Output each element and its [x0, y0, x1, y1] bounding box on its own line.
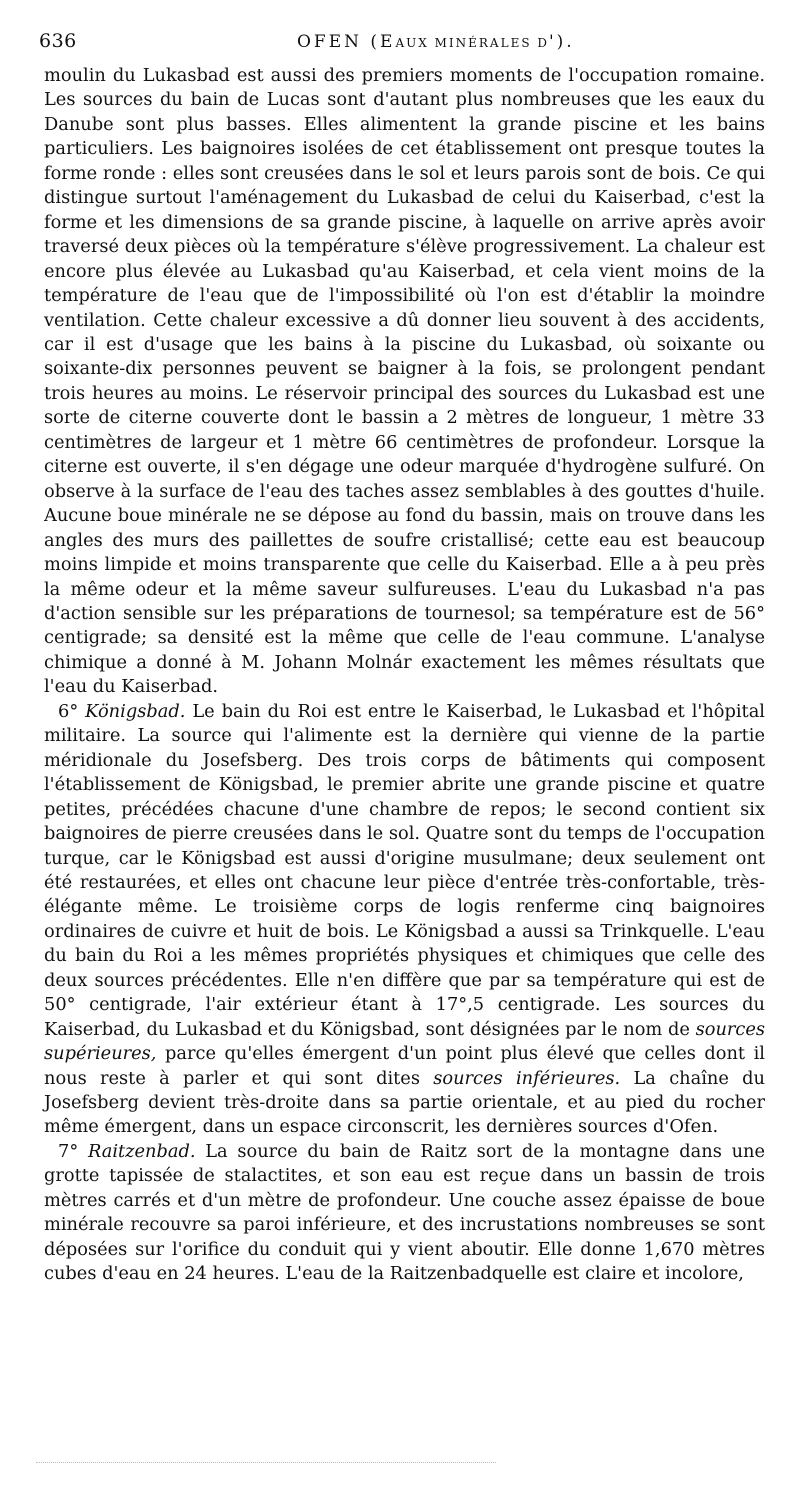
page-bottom-rule — [36, 1462, 496, 1463]
section-number: 7° — [58, 1140, 79, 1162]
paragraph-text: parce qu'elles émergent d'un point plus élevé que celles dont il nous reste à parler et qui sont dites — [44, 1043, 765, 1089]
paragraph-lukasbad: moulin du Lukasbad est aussi des premiers moments de l'occupation romaine. Les sources du bain de Lucas sont d'autant plus nombreuses que les eaux du Danube sont plus basses. Elles alimentent la grande piscine et les bains particuliers. Les baignoires isolées de cet établissement ont presque toutes la forme ronde : elles sont creusées dans le sol et leurs parois sont de bois. Ce qui distingue surtout l'aménagement du Lukasbad de celui du Kaiserbad, c'est la forme et les dimensions de sa grande piscine, à laquelle on arrive après avoir traversé deux pièces où la température s'élève progressivement. La chaleur est encore plus élevée au Lukasbad qu'au Kaiserbad, et cela vient moins de la température de l'eau que de l'impossibilité où l'on est d'établir la moindre ventilation. Cette chaleur excessive a dû donner lieu souvent à des accidents, car il est d'usage que les bains à la piscine du Lukasbad, où soixante ou soixante-dix personnes peuvent se baigner à la fois, se prolongent pendant trois heures au moins. Le réservoir principal des sources du Lukasbad est une sorte de citerne couverte dont le bassin a 2 mètres de longueur, 1 mètre 33 centimètres de largeur et 1 mètre 66 centimètres de profondeur. Lorsque la citerne est ouverte, il s'en dégage une odeur marquée d'hydrogène sulfuré. On observe à la surface de l'eau des taches assez semblables à des gouttes d'huile. Aucune boue minérale ne se dépose au fond du bassin, mais on trouve dans les angles des murs des paillettes de soufre cristallisé; cette eau est beaucoup moins limpide et moins transparente que celle du Kaiserbad. Elle a à peu près la même odeur et la même saveur sulfureuses. L'eau du Lukasbad n'a pas d'action sensible sur les préparations de tournesol; sa température est de 56° centigrade; sa densité est la même que celle de l'eau commune. L'analyse chimique a donné à M. Johann Molnár exactement les mêmes résultats que l'eau du Kaiserbad. — [44, 65, 765, 698]
running-head-small-caps: AUX MINÉRALES D — [395, 36, 549, 50]
section-number: 6° — [58, 700, 79, 722]
paragraph-text: La source du bain de Raitz sort de la montagne dans une grotte tapissée de stalactites, et son eau est reçue dans un bassin de trois mètres carrés et d'un mètre de profondeur. Une couche assez épaisse de boue minérale recouvre sa paroi inférieure, et des incrustations nombreuses se sont déposées sur l'orifice du conduit qui y vient aboutir. Elle donne 1,670 mètres cubes d'eau en 24 heures. L'eau de la Raitzenbadquelle est claire et incolore, — [44, 1140, 765, 1285]
page-header — [39, 30, 769, 60]
running-head — [297, 32, 575, 52]
running-head-end: '). — [548, 32, 575, 52]
section-title: Raitzenbad. — [87, 1140, 196, 1162]
page-number: 636 — [39, 30, 77, 52]
section-title: Königsbad. — [85, 700, 186, 722]
paragraph-text: Le bain du Roi est entre le Kaiserbad, le Lukasbad et l'hôpital militaire. La source qui l'alimente est la dernière qui vienne de la partie méridionale du Josefsberg. Des trois corps de bâtiments qui composent l'établissement de Königsbad, le premier abrite une grande piscine et quatre petites, précédées chacune d'une chambre de repos; le second contient six baignoires de pierre creusées dans le sol. Quatre sont du temps de l'occupation turque, car le Königsbad est aussi d'origine musulmane; deux seulement ont été restaurées, et elles ont chacune leur pièce d'entrée très-confortable, très-élégante même. Le troisième corps de logis renferme cinq baignoires ordinaires de cuivre et huit de bois. Le Königsbad a aussi sa Trinkquelle. L'eau du bain du Roi a les mêmes propriétés physiques et chimiques que celle des deux sources précédentes. Elle n'en diffère que par sa température qui est de 50° centigrade, l'air extérieur étant à 17°,5 centigrade. Les sources du Kaiserbad, du Lukasbad et du Königsbad, sont désignées par le nom de — [44, 700, 765, 1040]
emphasis-term: sources inférieures. — [433, 1067, 621, 1089]
body-text — [44, 64, 765, 1287]
emphasis-term: sources supérieures, — [44, 1018, 765, 1065]
paragraph-konigsbad — [44, 700, 765, 1140]
paragraph-raitzenbad — [44, 1140, 765, 1287]
running-head-main: OFEN (E — [297, 32, 396, 52]
paragraph-text: La chaîne du Josefsberg devient très-droite dans sa partie orientale, et au pied du rocher même émergent, dans un espace circonscrit, les dernières sources d'Ofen. — [44, 1067, 766, 1138]
